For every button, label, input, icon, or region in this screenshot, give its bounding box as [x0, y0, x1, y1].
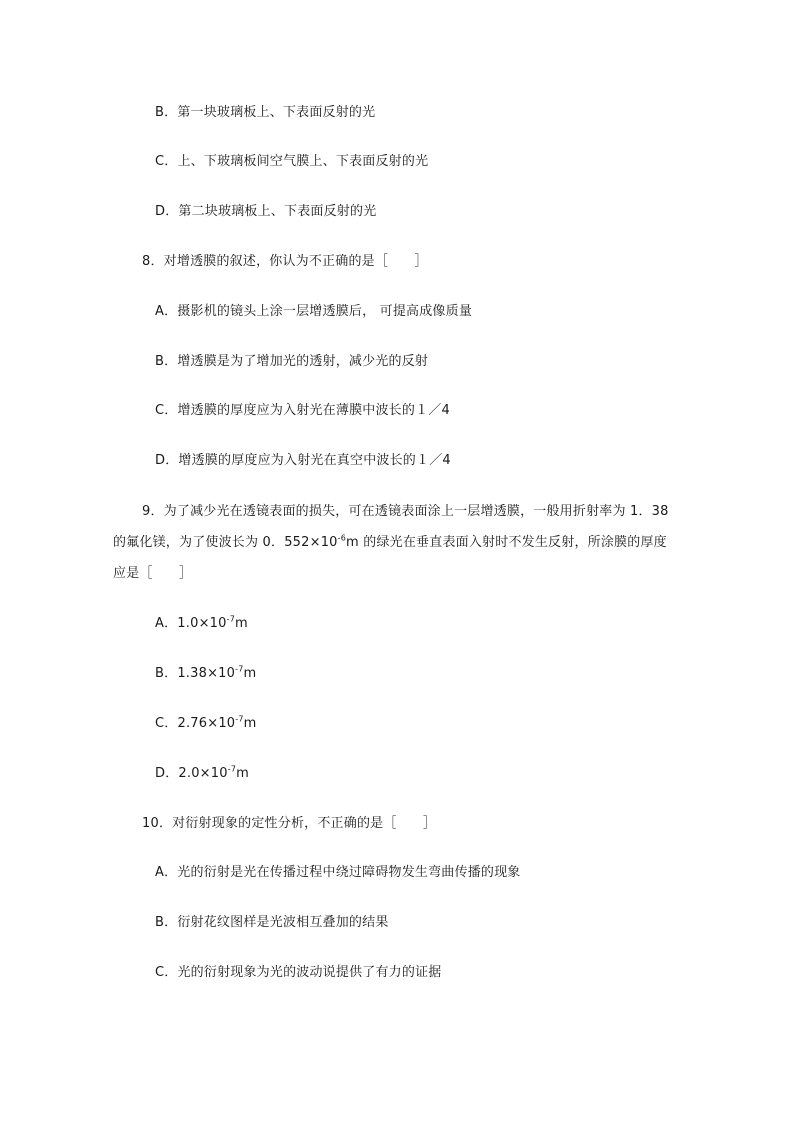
q10-stem: 10．对衍射现象的定性分析，不正确的是［ ］ — [142, 816, 437, 831]
q9-option-a-exponent: -7 — [226, 614, 235, 624]
q9-option-b-unit: m — [243, 666, 257, 681]
q7-option-d: D．第二块玻璃板上、下表面反射的光 — [155, 204, 377, 219]
q7-option-c: C．上、下玻璃板间空气膜上、下表面反射的光 — [155, 154, 429, 169]
q9-option-b-value: B．1.38×10 — [155, 666, 236, 681]
q9-stem-exponent: -6 — [337, 533, 347, 543]
q9-option-c — [155, 715, 257, 733]
q9-stem-line-2-rest: m 的绿光在垂直表面入射时不发生反射，所涂膜的厚度 — [346, 535, 667, 550]
q9-option-c-exponent: -7 — [235, 714, 244, 724]
q8-option-a: A．摄影机的镜头上涂一层增透膜后， 可提高成像质量 — [155, 304, 473, 319]
q9-option-a — [155, 615, 248, 633]
q8-option-b: B．增透膜是为了增加光的透射，减少光的反射 — [155, 354, 429, 369]
q9-option-a-unit: m — [235, 616, 248, 631]
q9-stem-line-2 — [113, 534, 667, 552]
q8-option-d: D．增透膜的厚度应为入射光在真空中波长的１／4 — [155, 453, 451, 468]
q9-option-c-unit: m — [243, 716, 257, 731]
q10-option-a: A．光的衍射是光在传播过程中绕过障碍物发生弯曲传播的现象 — [155, 865, 521, 880]
q8-option-c: C．增透膜的厚度应为入射光在薄膜中波长的１／4 — [155, 403, 450, 418]
q10-option-b: B．衍射花纹图样是光波相互叠加的结果 — [155, 915, 389, 930]
q9-stem-line-3: 应是［ ］ — [113, 566, 193, 581]
q9-option-c-value: C．2.76×10 — [155, 716, 236, 731]
q9-option-d-exponent: -7 — [227, 764, 237, 774]
q9-option-b-exponent: -7 — [235, 664, 244, 674]
q9-option-d-value: D．2.0×10 — [155, 766, 228, 781]
q9-option-d-unit: m — [236, 766, 249, 781]
q9-option-b — [155, 665, 256, 683]
q9-stem-line-2-text: 的氟化镁，为了使波长为 0．552×10 — [113, 535, 338, 550]
q9-option-d — [155, 765, 249, 783]
q9-stem-line-1: 9．为了减少光在透镜表面的损失，可在透镜表面涂上一层增透膜，一般用折射率为 1．38 — [142, 504, 669, 519]
q7-option-b: B．第一块玻璃板上、下表面反射的光 — [155, 105, 376, 120]
q8-stem: 8．对增透膜的叙述，你认为不正确的是［ ］ — [142, 254, 428, 269]
q9-option-a-value: A．1.0×10 — [155, 616, 227, 631]
q10-option-c: C．光的衍射现象为光的波动说提供了有力的证据 — [155, 965, 442, 980]
